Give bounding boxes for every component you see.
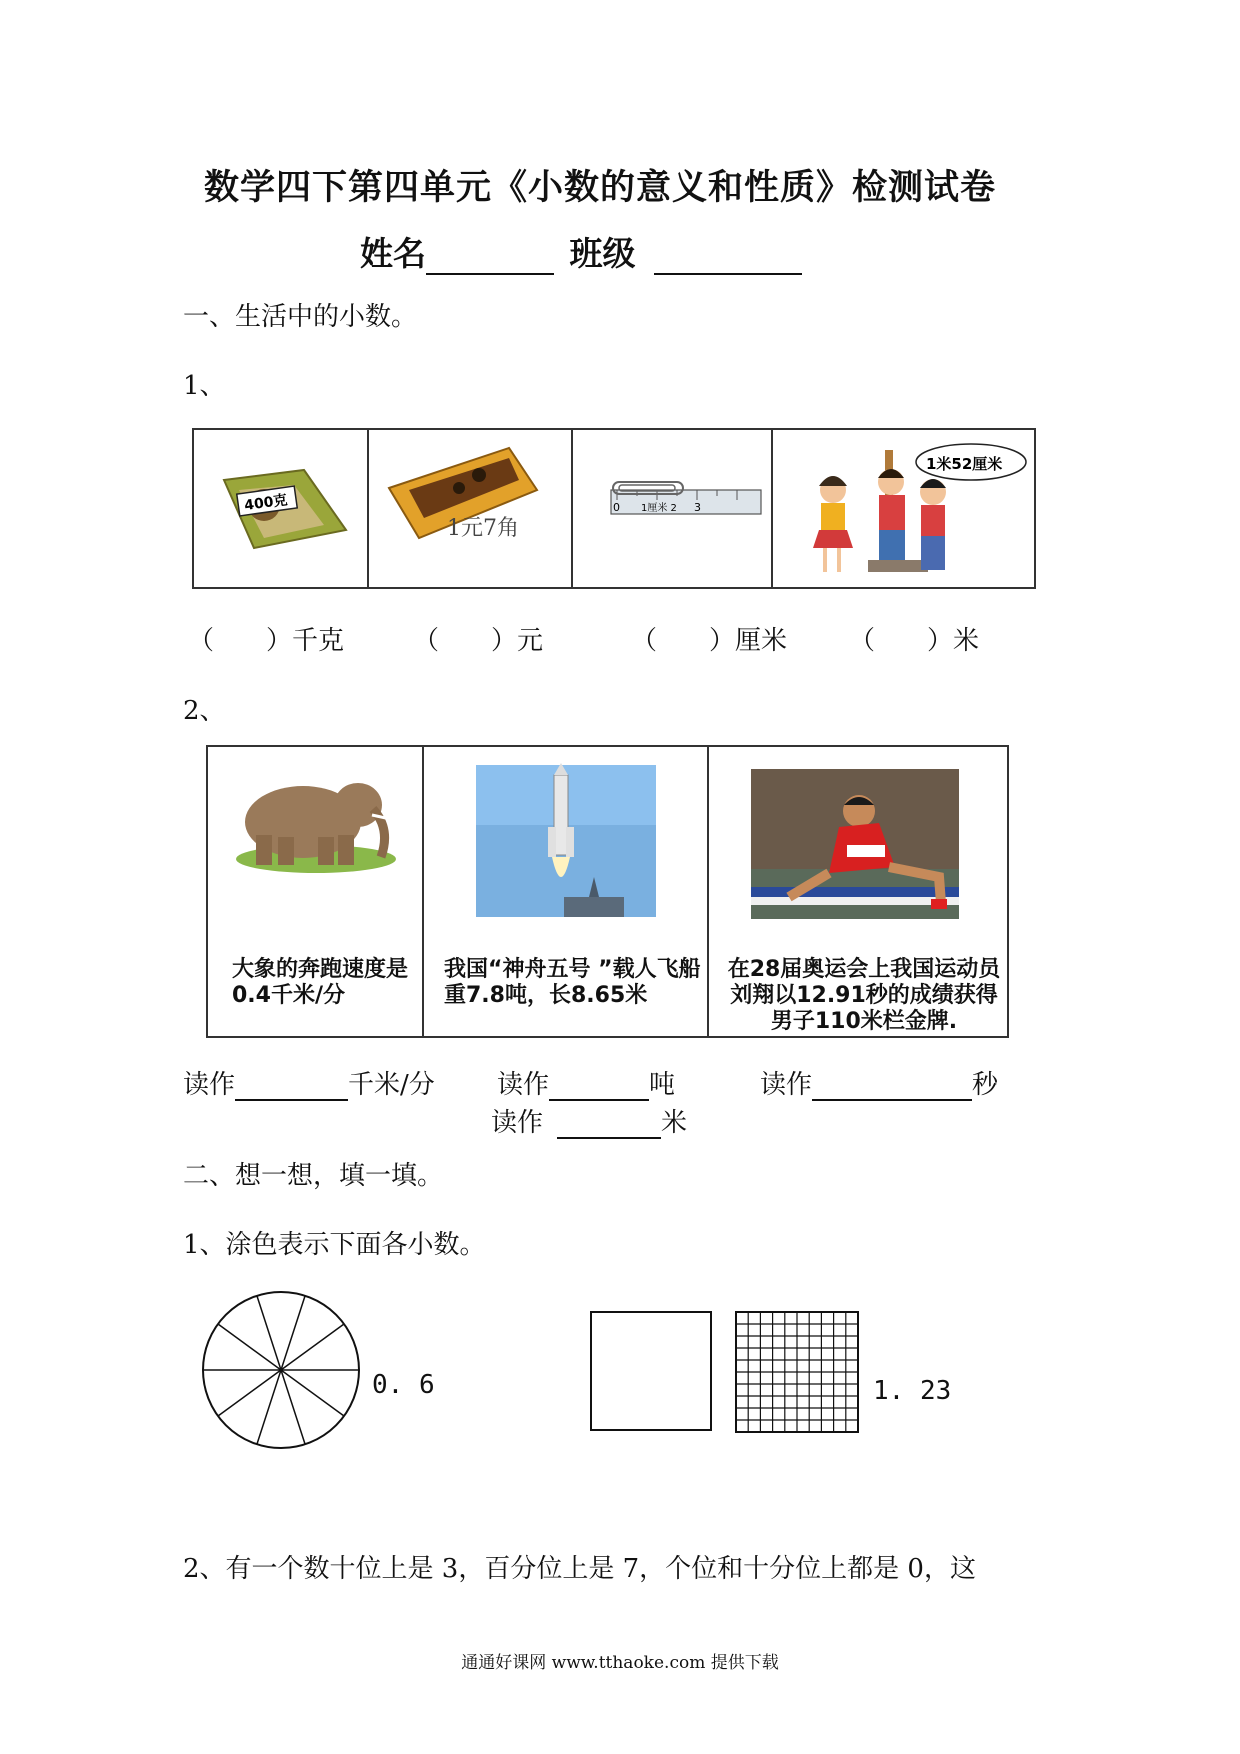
q1-cell-snack <box>368 429 573 588</box>
hurdler-caption: 在28届奥运会上我国运动员刘翔以12.91秒的成绩获得男子110米栏金牌. <box>727 957 1001 1034</box>
read-blank-weight[interactable] <box>549 1071 649 1101</box>
rocket-caption: 我国“神舟五号 ”载人飞船重7.8吨，长8.65米 <box>444 957 701 1008</box>
name-class-row <box>360 228 802 275</box>
read-line-weight: 读作 吨 <box>497 1070 676 1100</box>
q2-cell-hurdler <box>708 746 1008 1037</box>
section1-heading: 一、生活中的小数。 <box>183 302 418 332</box>
class-label: 班级 <box>569 234 636 273</box>
grid-value: 1. 23 <box>873 1376 952 1406</box>
s2-q1-text: 1、涂色表示下面各小数。 <box>183 1230 486 1260</box>
class-blank[interactable] <box>654 239 802 275</box>
q2-cell-elephant <box>207 746 423 1037</box>
ruler-label: 1厘米 2 <box>641 503 678 514</box>
circle-ten-parts[interactable] <box>200 1290 368 1454</box>
price-label: 1元7角 <box>446 516 519 541</box>
read-blank-time[interactable] <box>812 1071 972 1101</box>
elephant-caption: 大象的奔跑速度是0.4千米/分 <box>232 957 409 1008</box>
rice-bag-image <box>194 430 366 583</box>
read-line-time: 读作 秒 <box>760 1070 999 1100</box>
q1-picture-table <box>192 428 1036 589</box>
read-blank-length[interactable] <box>557 1109 661 1139</box>
unit-square[interactable] <box>590 1311 712 1431</box>
ruler-clip-image <box>573 430 770 583</box>
read-line-length: 读作 米 <box>491 1108 688 1138</box>
q1-cell-ruler <box>572 429 772 588</box>
answer-kg[interactable]: （ ）千克 <box>188 626 345 656</box>
circle-value: 0. 6 <box>372 1370 435 1400</box>
name-blank[interactable] <box>426 239 554 275</box>
page-title: 数学四下第四单元《小数的意义和性质》检测试卷 <box>203 168 996 208</box>
q1-cell-height <box>772 429 1035 588</box>
q1-cell-bag <box>193 429 368 588</box>
svg-text:3: 3 <box>694 501 702 514</box>
answer-yuan[interactable]: （ ）元 <box>413 626 544 656</box>
bag-label: 400克 <box>243 492 289 515</box>
height-label: 1米52厘米 <box>926 455 1003 473</box>
answer-cm[interactable]: （ ）厘米 <box>631 626 788 656</box>
snack-bar-image <box>369 430 571 583</box>
read-blank-speed[interactable] <box>235 1071 348 1101</box>
q1-answer-row <box>188 620 1048 657</box>
answer-m[interactable]: （ ）米 <box>849 626 980 656</box>
read-line-speed: 读作 千米/分 <box>183 1070 435 1100</box>
hundred-grid[interactable] <box>735 1311 859 1433</box>
q2-number: 2、 <box>183 696 226 726</box>
s2-q2-text: 2、有一个数十位上是 3，百分位上是 7，个位和十分位上都是 0，这 <box>183 1554 976 1584</box>
name-label: 姓名 <box>360 234 426 273</box>
q1-number: 1、 <box>183 371 226 401</box>
footer-text: 通通好课网 www.tthaoke.com 提供下载 <box>461 1653 779 1673</box>
q2-picture-table <box>206 745 1009 1038</box>
section2-heading: 二、想一想，填一填。 <box>183 1161 444 1191</box>
q2-cell-rocket <box>423 746 708 1037</box>
height-measure-image <box>773 430 1033 583</box>
svg-text:0: 0 <box>613 501 621 514</box>
